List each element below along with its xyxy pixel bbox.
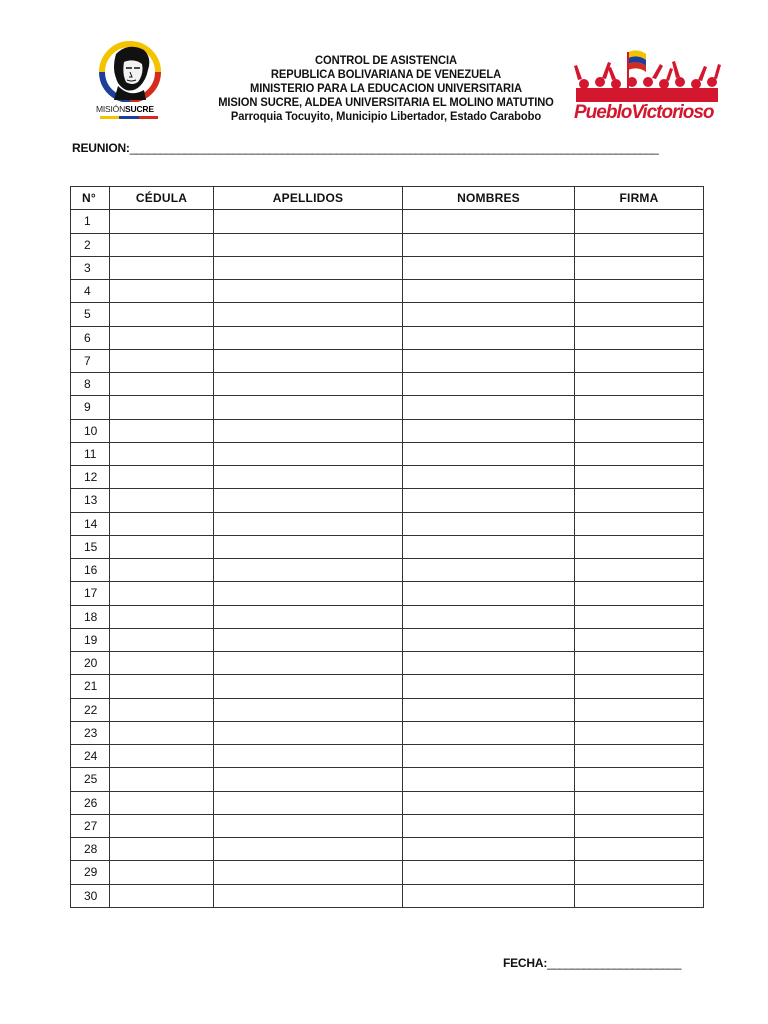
date-field[interactable]: ______________________ [547, 956, 681, 970]
table-row [71, 861, 704, 884]
surnames-cell[interactable] [214, 233, 403, 256]
names-cell[interactable] [403, 884, 575, 907]
names-cell[interactable] [403, 303, 575, 326]
row-number: 13 [71, 489, 110, 512]
signature-cell[interactable] [575, 814, 704, 837]
surnames-cell[interactable] [214, 768, 403, 791]
row-number: 10 [71, 419, 110, 442]
id-cell[interactable] [110, 814, 214, 837]
names-cell[interactable] [403, 535, 575, 558]
row-number: 21 [71, 675, 110, 698]
surnames-cell[interactable] [214, 861, 403, 884]
row-number: 19 [71, 628, 110, 651]
names-cell[interactable] [403, 326, 575, 349]
signature-cell[interactable] [575, 303, 704, 326]
names-cell[interactable] [403, 419, 575, 442]
signature-cell[interactable] [575, 396, 704, 419]
surnames-cell[interactable] [214, 791, 403, 814]
table-row [71, 210, 704, 233]
row-number: 18 [71, 605, 110, 628]
surnames-cell[interactable] [214, 745, 403, 768]
row-number: 28 [71, 838, 110, 861]
id-cell[interactable] [110, 861, 214, 884]
table-row [71, 280, 704, 303]
table-row [71, 535, 704, 558]
table-row [71, 419, 704, 442]
names-cell[interactable] [403, 838, 575, 861]
signature-cell[interactable] [575, 233, 704, 256]
id-cell[interactable] [110, 280, 214, 303]
column-header-id: CÉDULA [110, 187, 214, 210]
table-row [71, 838, 704, 861]
table-row [71, 326, 704, 349]
names-cell[interactable] [403, 373, 575, 396]
table-row [71, 768, 704, 791]
date-line [503, 956, 681, 970]
column-header-names: NOMBRES [403, 187, 575, 210]
row-number: 30 [71, 884, 110, 907]
mision-word: MISIÓN [96, 104, 126, 114]
id-cell[interactable] [110, 326, 214, 349]
names-cell[interactable] [403, 466, 575, 489]
names-cell[interactable] [403, 512, 575, 535]
names-cell[interactable] [403, 652, 575, 675]
signature-cell[interactable] [575, 512, 704, 535]
table-row [71, 512, 704, 535]
signature-cell[interactable] [575, 838, 704, 861]
signature-cell[interactable] [575, 489, 704, 512]
signature-cell[interactable] [575, 652, 704, 675]
names-cell[interactable] [403, 721, 575, 744]
id-cell[interactable] [110, 838, 214, 861]
mision-sucre-logo [94, 40, 166, 122]
mision-sucre-wordmark [96, 104, 154, 114]
names-cell[interactable] [403, 280, 575, 303]
id-cell[interactable] [110, 652, 214, 675]
table-row [71, 884, 704, 907]
row-number: 6 [71, 326, 110, 349]
table-row [71, 489, 704, 512]
table-row [71, 373, 704, 396]
signature-cell[interactable] [575, 559, 704, 582]
meeting-line [72, 141, 658, 155]
meeting-field[interactable]: _______________________________________________________________________________________ [129, 141, 659, 155]
row-number: 3 [71, 256, 110, 279]
names-cell[interactable] [403, 396, 575, 419]
names-cell[interactable] [403, 349, 575, 372]
pueblo-victorioso-logo [572, 48, 722, 128]
row-number: 9 [71, 396, 110, 419]
bolivar-portrait-icon [94, 40, 166, 102]
document-title: CONTROL DE ASISTENCIA [315, 53, 457, 67]
row-number: 11 [71, 442, 110, 465]
names-cell[interactable] [403, 791, 575, 814]
table-row [71, 698, 704, 721]
id-cell[interactable] [110, 210, 214, 233]
signature-cell[interactable] [575, 721, 704, 744]
names-cell[interactable] [403, 675, 575, 698]
row-number: 24 [71, 745, 110, 768]
flag-stripe [100, 116, 158, 119]
row-number: 8 [71, 373, 110, 396]
row-number: 16 [71, 559, 110, 582]
id-cell[interactable] [110, 675, 214, 698]
surnames-cell[interactable] [214, 210, 403, 233]
id-cell[interactable] [110, 698, 214, 721]
table-row [71, 349, 704, 372]
surnames-cell[interactable] [214, 884, 403, 907]
table-row [71, 791, 704, 814]
signature-cell[interactable] [575, 349, 704, 372]
table-row [71, 466, 704, 489]
signature-cell[interactable] [575, 605, 704, 628]
signature-cell[interactable] [575, 791, 704, 814]
signature-cell[interactable] [575, 442, 704, 465]
signature-cell[interactable] [575, 535, 704, 558]
id-cell[interactable] [110, 489, 214, 512]
attendance-table [70, 186, 704, 908]
surnames-cell[interactable] [214, 559, 403, 582]
pueblo-word: Pueblo [574, 102, 632, 123]
surnames-cell[interactable] [214, 489, 403, 512]
id-cell[interactable] [110, 628, 214, 651]
table-row [71, 396, 704, 419]
table-row [71, 303, 704, 326]
id-cell[interactable] [110, 256, 214, 279]
surnames-cell[interactable] [214, 698, 403, 721]
surnames-cell[interactable] [214, 675, 403, 698]
id-cell[interactable] [110, 512, 214, 535]
signature-cell[interactable] [575, 768, 704, 791]
table-row [71, 442, 704, 465]
names-cell[interactable] [403, 559, 575, 582]
victorioso-word: Victorioso [631, 102, 714, 123]
table-row [71, 628, 704, 651]
signature-cell[interactable] [575, 582, 704, 605]
attendance-rows [71, 210, 704, 908]
id-cell[interactable] [110, 721, 214, 744]
crowd-flag-icon [572, 48, 722, 103]
surnames-cell[interactable] [214, 442, 403, 465]
table-row [71, 559, 704, 582]
names-cell[interactable] [403, 210, 575, 233]
row-number: 25 [71, 768, 110, 791]
names-cell[interactable] [403, 256, 575, 279]
signature-cell[interactable] [575, 210, 704, 233]
row-number: 29 [71, 861, 110, 884]
program-name: MISION SUCRE, ALDEA UNIVERSITARIA EL MOLINO MATUTINO [218, 95, 554, 109]
surnames-cell[interactable] [214, 349, 403, 372]
table-row [71, 582, 704, 605]
table-row [71, 745, 704, 768]
surnames-cell[interactable] [214, 814, 403, 837]
column-header-number: N° [71, 187, 110, 210]
signature-cell[interactable] [575, 628, 704, 651]
surnames-cell[interactable] [214, 721, 403, 744]
id-cell[interactable] [110, 349, 214, 372]
row-number: 15 [71, 535, 110, 558]
names-cell[interactable] [403, 745, 575, 768]
table-row [71, 605, 704, 628]
surnames-cell[interactable] [214, 419, 403, 442]
surnames-cell[interactable] [214, 605, 403, 628]
names-cell[interactable] [403, 698, 575, 721]
names-cell[interactable] [403, 442, 575, 465]
meeting-label: REUNION: [72, 141, 130, 155]
id-cell[interactable] [110, 605, 214, 628]
row-number: 14 [71, 512, 110, 535]
id-cell[interactable] [110, 535, 214, 558]
signature-cell[interactable] [575, 675, 704, 698]
surnames-cell[interactable] [214, 256, 403, 279]
row-number: 12 [71, 466, 110, 489]
names-cell[interactable] [403, 233, 575, 256]
names-cell[interactable] [403, 768, 575, 791]
id-cell[interactable] [110, 442, 214, 465]
surnames-cell[interactable] [214, 535, 403, 558]
id-cell[interactable] [110, 466, 214, 489]
country-name: REPUBLICA BOLIVARIANA DE VENEZUELA [270, 67, 502, 81]
surnames-cell[interactable] [214, 652, 403, 675]
date-label: FECHA: [503, 956, 548, 970]
row-number: 4 [71, 280, 110, 303]
table-row [71, 652, 704, 675]
signature-cell[interactable] [575, 466, 704, 489]
row-number: 23 [71, 721, 110, 744]
institution-titles [185, 53, 587, 123]
surnames-cell[interactable] [214, 280, 403, 303]
id-cell[interactable] [110, 745, 214, 768]
signature-cell[interactable] [575, 745, 704, 768]
row-number: 5 [71, 303, 110, 326]
id-cell[interactable] [110, 233, 214, 256]
table-row [71, 814, 704, 837]
row-number: 1 [71, 210, 110, 233]
names-cell[interactable] [403, 605, 575, 628]
table-row [71, 256, 704, 279]
signature-cell[interactable] [575, 326, 704, 349]
surnames-cell[interactable] [214, 373, 403, 396]
row-number: 27 [71, 814, 110, 837]
id-cell[interactable] [110, 303, 214, 326]
id-cell[interactable] [110, 791, 214, 814]
row-number: 20 [71, 652, 110, 675]
names-cell[interactable] [403, 814, 575, 837]
surnames-cell[interactable] [214, 628, 403, 651]
signature-cell[interactable] [575, 280, 704, 303]
row-number: 7 [71, 349, 110, 372]
pueblo-victorioso-wordmark [574, 102, 724, 124]
surnames-cell[interactable] [214, 396, 403, 419]
signature-cell[interactable] [575, 256, 704, 279]
document-header [0, 0, 768, 130]
surnames-cell[interactable] [214, 582, 403, 605]
signature-cell[interactable] [575, 884, 704, 907]
signature-cell[interactable] [575, 861, 704, 884]
location-line: Parroquia Tocuyito, Municipio Libertador, Estado Carabobo [230, 109, 542, 123]
id-cell[interactable] [110, 419, 214, 442]
id-cell[interactable] [110, 582, 214, 605]
row-number: 22 [71, 698, 110, 721]
id-cell[interactable] [110, 768, 214, 791]
surnames-cell[interactable] [214, 326, 403, 349]
sucre-word: SUCRE [125, 104, 154, 114]
names-cell[interactable] [403, 628, 575, 651]
table-row [71, 233, 704, 256]
column-header-surnames: APELLIDOS [214, 187, 403, 210]
names-cell[interactable] [403, 582, 575, 605]
column-header-signature: FIRMA [575, 187, 704, 210]
table-row [71, 675, 704, 698]
surnames-cell[interactable] [214, 466, 403, 489]
row-number: 17 [71, 582, 110, 605]
row-number: 26 [71, 791, 110, 814]
id-cell[interactable] [110, 396, 214, 419]
ministry-name: MINISTERIO PARA LA EDUCACION UNIVERSITARIA [249, 81, 522, 95]
row-number: 2 [71, 233, 110, 256]
id-cell[interactable] [110, 884, 214, 907]
table-row [71, 721, 704, 744]
surnames-cell[interactable] [214, 303, 403, 326]
id-cell[interactable] [110, 373, 214, 396]
table-header-row [71, 187, 704, 210]
surnames-cell[interactable] [214, 838, 403, 861]
signature-cell[interactable] [575, 373, 704, 396]
signature-cell[interactable] [575, 698, 704, 721]
id-cell[interactable] [110, 559, 214, 582]
signature-cell[interactable] [575, 419, 704, 442]
surnames-cell[interactable] [214, 512, 403, 535]
names-cell[interactable] [403, 861, 575, 884]
names-cell[interactable] [403, 489, 575, 512]
